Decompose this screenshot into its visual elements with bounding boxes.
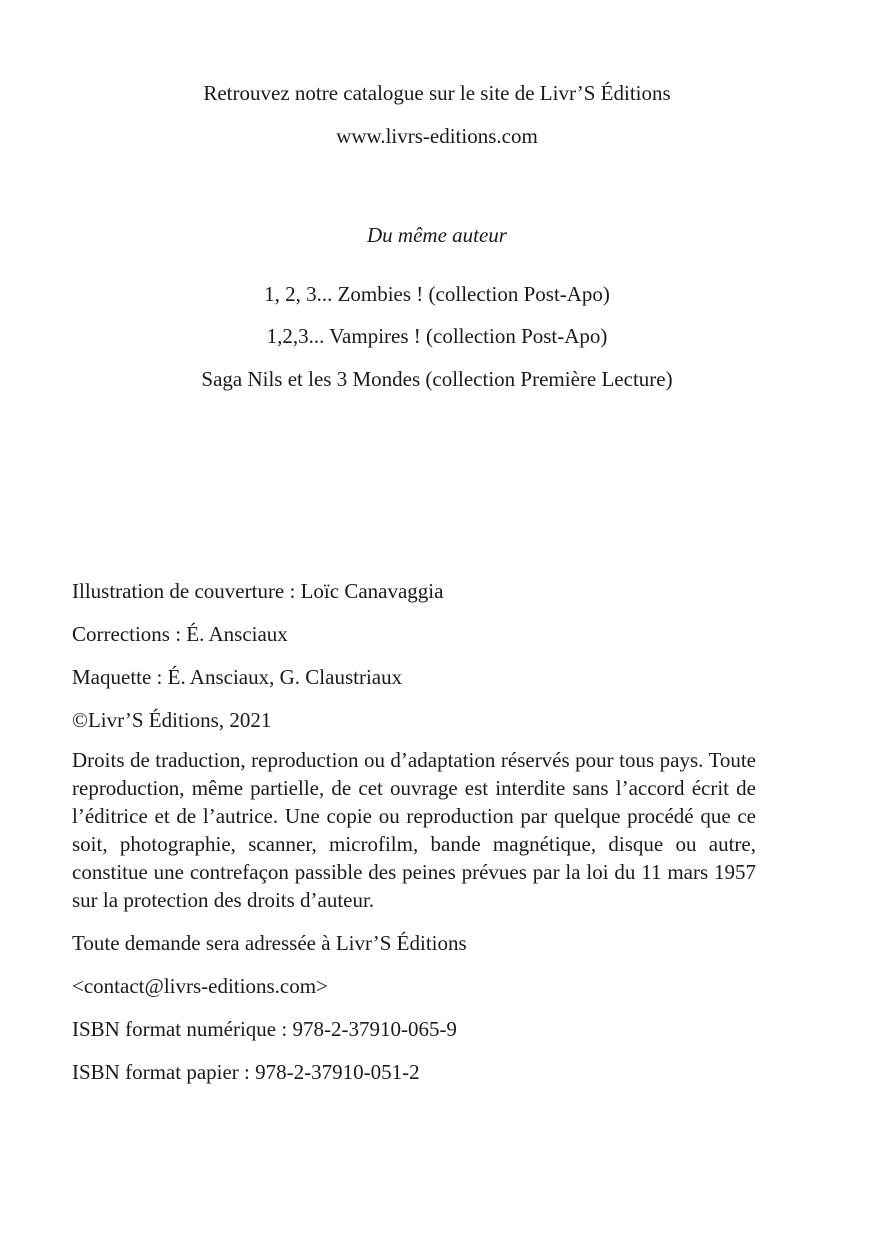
requests-line: Toute demande sera adressée à Livr’S Éditions bbox=[72, 931, 467, 955]
credits-section bbox=[72, 577, 756, 1086]
book-title: 1, 2, 3... Zombies ! (collection Post-Apo) bbox=[264, 282, 610, 306]
corrections-credit: Corrections : É. Ansciaux bbox=[72, 622, 288, 646]
rights-paragraph: Droits de traduction, reproduction ou d’adaptation réservés pour tous pays. Toute reproduction, même partielle, de cet ouvrage est interdite sans l’accord écrit de l’éditrice et de l’autrice. Une copie ou reproduction par quelque procédé que ce soit, photographie, scanner, microfilm, bande magnétique, disque ou autre, constitue une contrefaçon passible des peines prévues par la loi du 11 mars 1957 sur la protection des droits d’auteur. bbox=[72, 748, 756, 912]
book-title: 1,2,3... Vampires ! (collection Post-Apo) bbox=[266, 324, 608, 348]
isbn-digital: ISBN format numérique : 978-2-37910-065-9 bbox=[72, 1017, 457, 1041]
layout-credit: Maquette : É. Ansciaux, G. Claustriaux bbox=[72, 665, 403, 689]
website-link[interactable]: www.livrs-editions.com bbox=[336, 124, 538, 148]
book-title: Saga Nils et les 3 Mondes (collection Première Lecture) bbox=[201, 367, 673, 391]
isbn-paper: ISBN format papier : 978-2-37910-051-2 bbox=[72, 1060, 420, 1084]
copyright-notice: ©Livr’S Éditions, 2021 bbox=[72, 708, 272, 732]
same-author-heading: Du même auteur bbox=[367, 223, 507, 247]
catalogue-line: Retrouvez notre catalogue sur le site de Livr’S Éditions bbox=[203, 81, 671, 105]
contact-email[interactable]: <contact@livrs-editions.com> bbox=[72, 974, 328, 998]
illustration-credit: Illustration de couverture : Loïc Canavaggia bbox=[72, 579, 444, 603]
